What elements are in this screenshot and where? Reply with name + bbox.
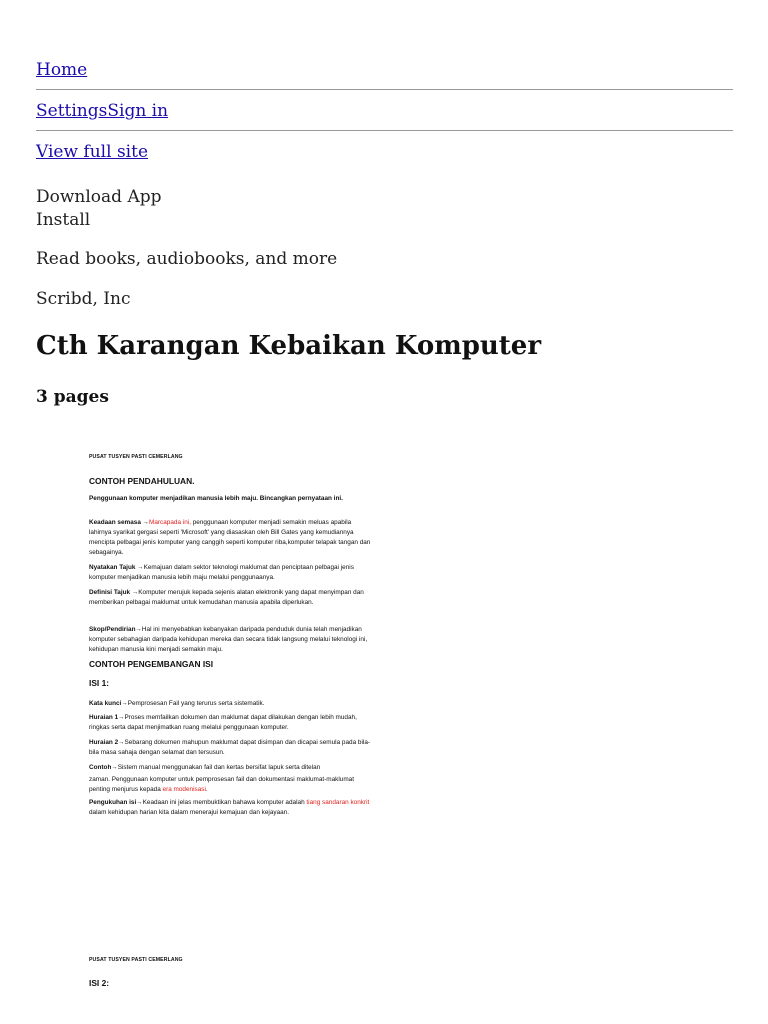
page-count: 3 pages xyxy=(36,387,109,407)
contoh-text: Sistem manual menggunakan fail dan kertas bersifat lapuk serta ditelan xyxy=(117,764,321,771)
nyatakan-label: Nyatakan Tajuk → xyxy=(89,564,144,571)
huraian-1-label: Huraian 1→ xyxy=(89,714,125,721)
publisher-name: Scribd, Inc xyxy=(36,289,131,309)
huraian-1-text: Proses memfailkan dokumen dan maklumat dapat dilakukan dengan lebih mudah, ringkas serta dapat menjimatkan ruang melalui penggunaan komputer. xyxy=(89,714,357,731)
huraian-2-label: Huraian 2→ xyxy=(89,739,125,746)
definisi-label: Definisi Tajuk → xyxy=(89,589,139,596)
pengukuhan-text: Keadaan ini jelas membuktikan bahawa komputer adalah xyxy=(142,799,307,806)
contoh-label: Contoh→ xyxy=(89,764,118,771)
nav-divider xyxy=(36,89,733,90)
settings-sign-in-link[interactable]: SettingsSign in xyxy=(36,101,169,121)
keadaan-semasa-paragraph xyxy=(89,518,374,558)
intro-heading: CONTOH PENDAHULUAN. xyxy=(89,476,195,486)
skop-text: Hal ini menyebabkan kebanyakan daripada penduduk dunia telah menjadikan komputer sebahagian daripada kehidupan mereka dan secara tidak langsung melalui teknologi ini, kehidupan manusia kini menjadi semakin maju. xyxy=(89,626,368,653)
huraian-2-paragraph xyxy=(89,738,374,758)
definisi-text: Komputer merujuk kepada sejenis alatan elektronik yang dapat menyimpan dan memberikan pelbagai maklumat untuk kemudahan manusia apabila diperlukan. xyxy=(89,589,364,606)
kata-kunci-label: Kata kunci→ xyxy=(89,700,128,707)
contoh-end: . xyxy=(205,786,208,793)
huraian-1-paragraph xyxy=(89,713,374,733)
kata-kunci-paragraph xyxy=(89,699,374,709)
nav-divider xyxy=(36,130,733,131)
page-header: PUSAT TUSYEN PASTI CEMERLANG xyxy=(89,957,183,963)
huraian-2-text: Sebarang dokumen mahupun maklumat dapat disimpan dan dicapai semula pada bila-bila masa sahaja dengan selamat dan tersusun. xyxy=(89,739,370,756)
kata-kunci-text: Pemprosesan Fail yang terurus serta sistematik. xyxy=(127,700,265,707)
contoh-paragraph xyxy=(89,763,374,773)
pengukuhan-label: Pengukuhan isi→ xyxy=(89,799,143,806)
home-link[interactable]: Home xyxy=(36,60,88,80)
tagline: Read books, audiobooks, and more xyxy=(36,249,338,269)
download-app-text: Download App xyxy=(36,187,162,207)
keadaan-highlight: Marcapada ini, xyxy=(149,519,191,526)
contoh-highlight: era modenisasi xyxy=(162,786,206,793)
nyatakan-text: Kemajuan dalam sektor teknologi maklumat dan penciptaan pelbagai jenis komputer menjadikan manusia lebih maju melalui penggunaanya. xyxy=(89,564,354,581)
contoh-text-2: zaman. Penggunaan komputer untuk pemprosesan fail dan dokumentasi maklumat-maklumat penting menjurus kepada xyxy=(89,776,354,793)
isi-2-heading: ISI 2: xyxy=(89,978,110,988)
definisi-tajuk-paragraph xyxy=(89,588,374,608)
contoh-paragraph-cont xyxy=(89,775,374,795)
document-title: Cth Karangan Kebaikan Komputer xyxy=(36,331,542,361)
pengukuhan-isi-paragraph xyxy=(89,798,374,818)
page-header: PUSAT TUSYEN PASTI CEMERLANG xyxy=(89,454,183,460)
pengukuhan-end: dalam kehidupan harian kita dalam menerajui kemajuan dan kejayaan. xyxy=(89,809,290,816)
pengukuhan-highlight: tiang sandaran konkrit xyxy=(306,799,370,806)
essay-prompt: Penggunaan komputer menjadikan manusia lebih maju. Bincangkan pernyataan ini. xyxy=(89,495,343,502)
body-heading: CONTOH PENGEMBANGAN ISI xyxy=(89,659,214,669)
skop-label: Skop/Pendirian→ xyxy=(89,626,142,633)
nyatakan-tajuk-paragraph xyxy=(89,563,374,583)
isi-1-heading: ISI 1: xyxy=(89,678,110,688)
view-full-site-link[interactable]: View full site xyxy=(36,142,149,162)
skop-pendirian-paragraph xyxy=(89,625,374,655)
install-button[interactable]: Install xyxy=(36,210,91,230)
keadaan-label: Keadaan semasa → xyxy=(89,519,150,526)
keadaan-text: penggunaan komputer menjadi semakin meluas apabila lahirnya syarikat gergasi seperti 'Microsoft' yang diasaskan oleh Bill Gates yang kemudiannya mencipta pelbagai jenis komputer yang canggih seperti komputer riba,komputer telapak tangan dan sebagainya. xyxy=(89,519,371,556)
